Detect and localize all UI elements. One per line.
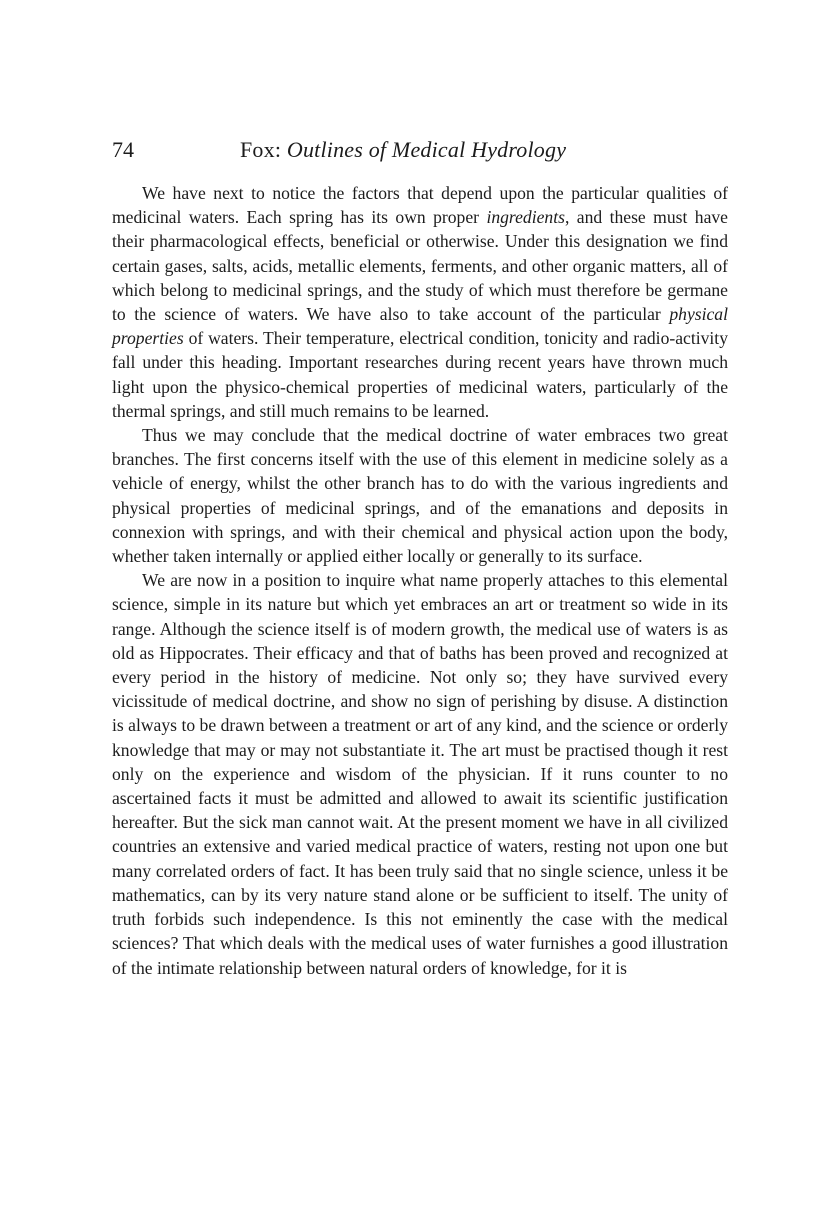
- page-number: 74: [112, 137, 134, 162]
- paragraph-1-text-a: We have next to notice the factors that depend upon the particular qualities of medicinal waters. Each spring has its own proper: [112, 183, 728, 228]
- paragraph-3: We are now in a position to inquire what name properly attaches to this elemental science, simple in its nature but which yet embraces an art or treatment so wide in its range. Although the science itself is of modern growth, the medical use of waters is as old as Hippocrates. Their efficacy and that of baths has been proved and recognized at every period in the history of medicine. Not only so; they have survived every vicissitude of medical doctrine, and show no sign of perishing by disuse. A distinction is always to be drawn between a treatment or art of any kind, and the science or orderly knowledge that may or may not substantiate it. The art must be practised though it rest only on the experience and wisdom of the physician. If it runs counter to no ascertained facts it must be admitted and allowed to await its scientific justification hereafter. But the sick man cannot wait. At the present moment we have in all civilized countries an extensive and varied medical practice of waters, resting not upon one but many correlated orders of fact. It has been truly said that no single science, unless it be mathematics, can by its very nature stand alone or be sufficient to itself. The unity of truth forbids such independence. Is this not eminently the case with the medical sciences? That which deals with the medical uses of water furnishes a good illustration of the intimate relationship between natural orders of knowledge, for it is: [112, 570, 728, 978]
- running-head: [240, 137, 566, 163]
- book-title: Outlines of Medical Hydrology: [286, 137, 567, 162]
- author-name: Fox: [240, 137, 275, 162]
- header-separator: :: [274, 137, 287, 162]
- paragraph-1-text-c: of waters. Their temperature, electrical condition, tonicity and radio-activity fall under this heading. Important researches during recent years have thrown much light upon the physico-chemical properties of medicinal waters, particularly of the thermal springs, and still much remains to be learned.: [112, 328, 728, 421]
- paragraph-2: Thus we may conclude that the medical doctrine of water embraces two great branches. The first concerns itself with the use of this element in medicine solely as a vehicle of energy, whilst the other branch has to do with the various ingredients and physical properties of medicinal springs, and of the emanations and deposits in connexion with springs, and with their chemical and physical action upon the body, whether taken internally or applied either locally or generally to its surface.: [112, 425, 728, 567]
- emphasis-physical-properties: physical properties: [112, 304, 728, 349]
- paragraph-1: [112, 181, 728, 423]
- body-text: [112, 181, 728, 980]
- page-header: [112, 133, 732, 167]
- paragraph-1-text-b: , and these must have their pharmacological effects, beneficial or otherwise. Under this designation we find certain gases, salts, acids, metallic elements, ferments, and other organic matters, all of which belong to medicinal springs, and the study of which must therefore be germane to the science of waters. We have also to take account of the particular: [112, 207, 728, 325]
- emphasis-ingredients: ingredients: [486, 207, 565, 228]
